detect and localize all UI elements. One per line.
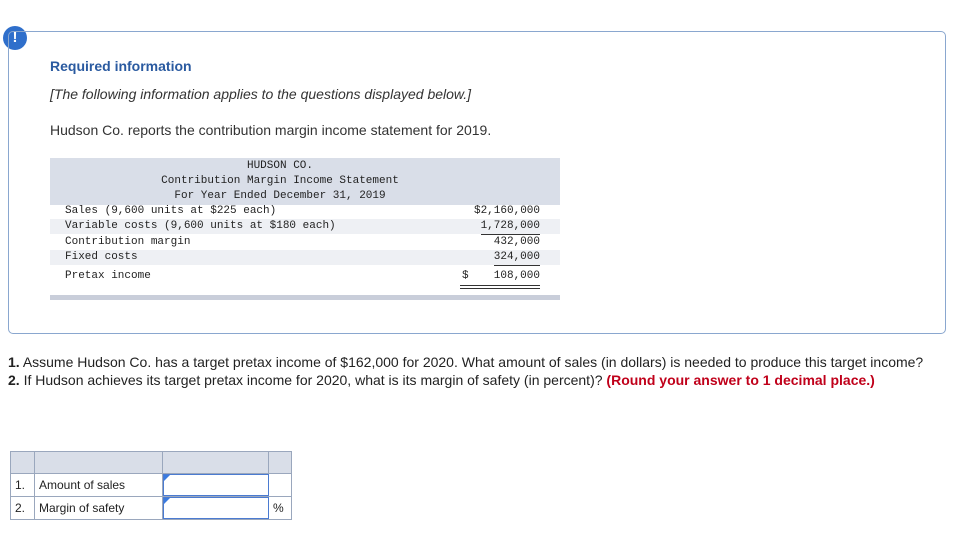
row-dollar-sign: $: [462, 270, 469, 282]
statement-row-pretax-income: [50, 269, 560, 284]
intro-text: Hudson Co. reports the contribution margin income statement for 2019.: [50, 122, 492, 138]
question-2-text: If Hudson achieves its target pretax income for 2020, what is its margin of safety (in percent)?: [23, 372, 603, 388]
header-cell: [269, 452, 292, 474]
header-cell: [163, 452, 269, 474]
input-flag-icon: [164, 475, 170, 481]
row-amount: 432,000: [493, 236, 540, 248]
row-label: Sales (9,600 units at $225 each): [65, 205, 277, 217]
row-amount: 1,728,000: [481, 219, 540, 235]
margin-of-safety-input[interactable]: [163, 497, 269, 519]
statement-row-fixed-costs: [50, 250, 560, 265]
answer-row-margin-of-safety: [11, 497, 292, 520]
row-label: Pretax income: [65, 270, 151, 282]
required-info-title: Required information: [50, 58, 192, 74]
statement-period: For Year Ended December 31, 2019: [174, 190, 386, 202]
answer-table: [10, 451, 292, 520]
amount-of-sales-cell: [163, 474, 269, 497]
margin-of-safety-cell: [163, 497, 269, 520]
input-flag-icon: [164, 498, 170, 504]
question-1-number: 1.: [8, 354, 20, 370]
income-statement: [50, 158, 560, 300]
statement-row-contribution-margin: [50, 235, 560, 250]
answer-row-label: Amount of sales: [35, 474, 163, 497]
row-label: Contribution margin: [65, 236, 191, 248]
answer-row-amount-of-sales: [11, 474, 292, 497]
answer-row-number: 2.: [11, 497, 35, 520]
question-1-text: Assume Hudson Co. has a target pretax income of $162,000 for 2020. What amount of sales (in dollars) is needed to produce this target income?: [22, 354, 924, 370]
statement-row-variable-costs: [50, 219, 560, 234]
row-amount: $2,160,000: [473, 205, 540, 217]
row-label: Fixed costs: [65, 251, 138, 263]
statement-bottom-bar: [50, 295, 560, 300]
question-2-number: 2.: [8, 372, 20, 388]
row-label: Variable costs (9,600 units at $180 each): [65, 220, 336, 232]
row-amount: 324,000: [494, 250, 540, 266]
header-cell: [35, 452, 163, 474]
alert-icon: !: [3, 26, 27, 50]
questions-block: [8, 353, 928, 389]
statement-row-sales: [50, 204, 560, 219]
header-cell: [11, 452, 35, 474]
statement-header: [50, 158, 560, 205]
answer-table-header: [11, 452, 292, 474]
question-2-rounding-note: (Round your answer to 1 decimal place.): [606, 372, 875, 388]
answer-row-unit: %: [269, 497, 292, 520]
required-info-note: [The following information applies to the questions displayed below.]: [50, 86, 472, 102]
answer-row-label: Margin of safety: [35, 497, 163, 520]
answer-row-unit: [269, 474, 292, 497]
amount-of-sales-input[interactable]: [163, 474, 269, 496]
answer-row-number: 1.: [11, 474, 35, 497]
statement-company: HUDSON CO.: [246, 160, 313, 172]
row-amount: 108,000: [493, 270, 540, 282]
question-2: [8, 371, 928, 389]
double-underline: [460, 285, 540, 289]
question-1: [8, 353, 928, 371]
statement-title: Contribution Margin Income Statement: [161, 175, 399, 187]
